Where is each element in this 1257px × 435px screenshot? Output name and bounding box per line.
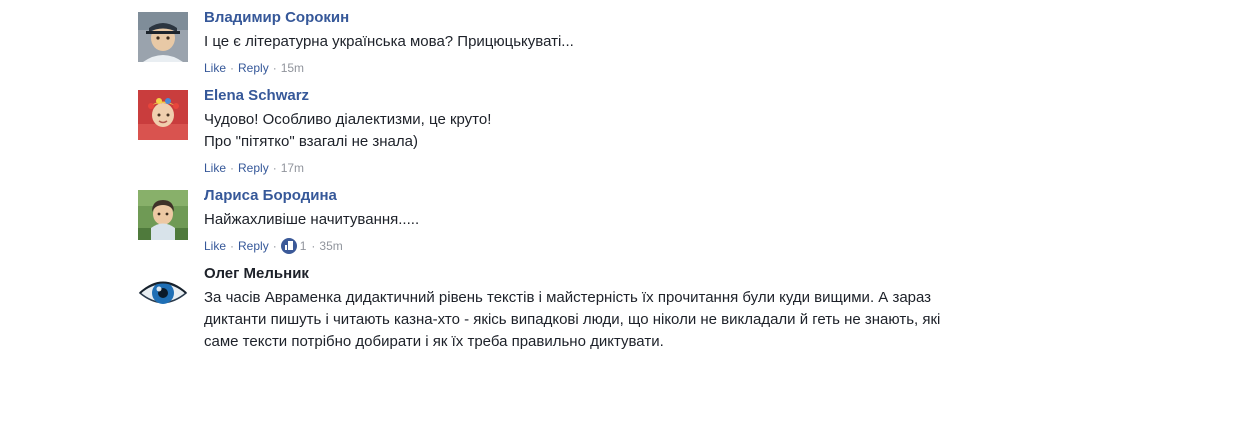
photo-avatar-man-cap-icon <box>138 12 188 62</box>
comment-timestamp[interactable]: 35m <box>319 239 343 253</box>
comment-text <box>204 31 574 53</box>
comment-author[interactable]: Лариса Бородина <box>204 187 337 204</box>
comment-body <box>204 86 491 176</box>
comment-body <box>204 186 419 254</box>
comment-item <box>0 86 1257 176</box>
like-button[interactable]: Like <box>204 239 227 253</box>
comment-body <box>204 8 574 76</box>
reply-button[interactable]: Reply <box>238 161 269 175</box>
comment-item <box>0 186 1257 254</box>
like-button[interactable]: Like <box>204 61 227 75</box>
comment-text-line: Найжахливіше начитування..... <box>204 211 420 228</box>
reaction-count[interactable]: 1 <box>299 239 307 253</box>
comment-actions <box>204 238 419 254</box>
like-button[interactable]: Like <box>204 161 227 175</box>
comment-actions <box>204 160 491 176</box>
reply-button[interactable]: Reply <box>238 239 269 253</box>
avatar[interactable] <box>138 268 188 318</box>
action-separator: · <box>311 239 316 253</box>
avatar[interactable] <box>138 190 188 240</box>
comment-text <box>204 209 419 231</box>
action-separator: · <box>230 61 235 75</box>
photo-avatar-eye-icon <box>138 268 188 318</box>
comment-body <box>204 264 940 353</box>
comment-text-line: диктанти пишуть і читають казна-хто - якісь випадкові люди, що ніколи не викладали й геть не знають, які <box>204 311 941 328</box>
comment-actions <box>204 60 574 76</box>
comment-timestamp[interactable]: 17m <box>280 161 305 175</box>
comment-text-line: І це є літературна українська мова? Прицюцькуваті... <box>204 33 574 50</box>
action-separator: · <box>272 161 277 175</box>
avatar[interactable] <box>138 90 188 140</box>
comment-author[interactable]: Олег Мельник <box>204 265 309 282</box>
comment-text-line: За часів Авраменка дидактичний рівень текстів і майстерність їх прочитання були куди вищими. А зараз <box>204 289 932 306</box>
like-reaction-icon[interactable] <box>281 238 297 254</box>
comment-text <box>204 109 491 153</box>
comment-item <box>0 264 1257 353</box>
comment-text-line: Про "пітятко" взагалі не знала) <box>204 133 418 150</box>
action-separator: · <box>230 239 235 253</box>
action-separator: · <box>230 161 235 175</box>
comment-text-line: саме тексти потрібно добирати і як їх треба правильно диктувати. <box>204 333 664 350</box>
comment-author[interactable]: Elena Schwarz <box>204 87 310 104</box>
comment-author[interactable]: Владимир Сорокин <box>204 9 350 26</box>
comment-text-line: Чудово! Особливо діалектизми, це круто! <box>204 111 492 128</box>
action-separator: · <box>272 239 277 253</box>
avatar[interactable] <box>138 12 188 62</box>
comment-text <box>204 287 940 353</box>
photo-avatar-woman-wreath-icon <box>138 90 188 140</box>
comment-timestamp[interactable]: 15m <box>280 61 305 75</box>
comment-item <box>0 8 1257 76</box>
reply-button[interactable]: Reply <box>238 61 269 75</box>
photo-avatar-woman-outdoors-icon <box>138 190 188 240</box>
action-separator: · <box>272 61 277 75</box>
